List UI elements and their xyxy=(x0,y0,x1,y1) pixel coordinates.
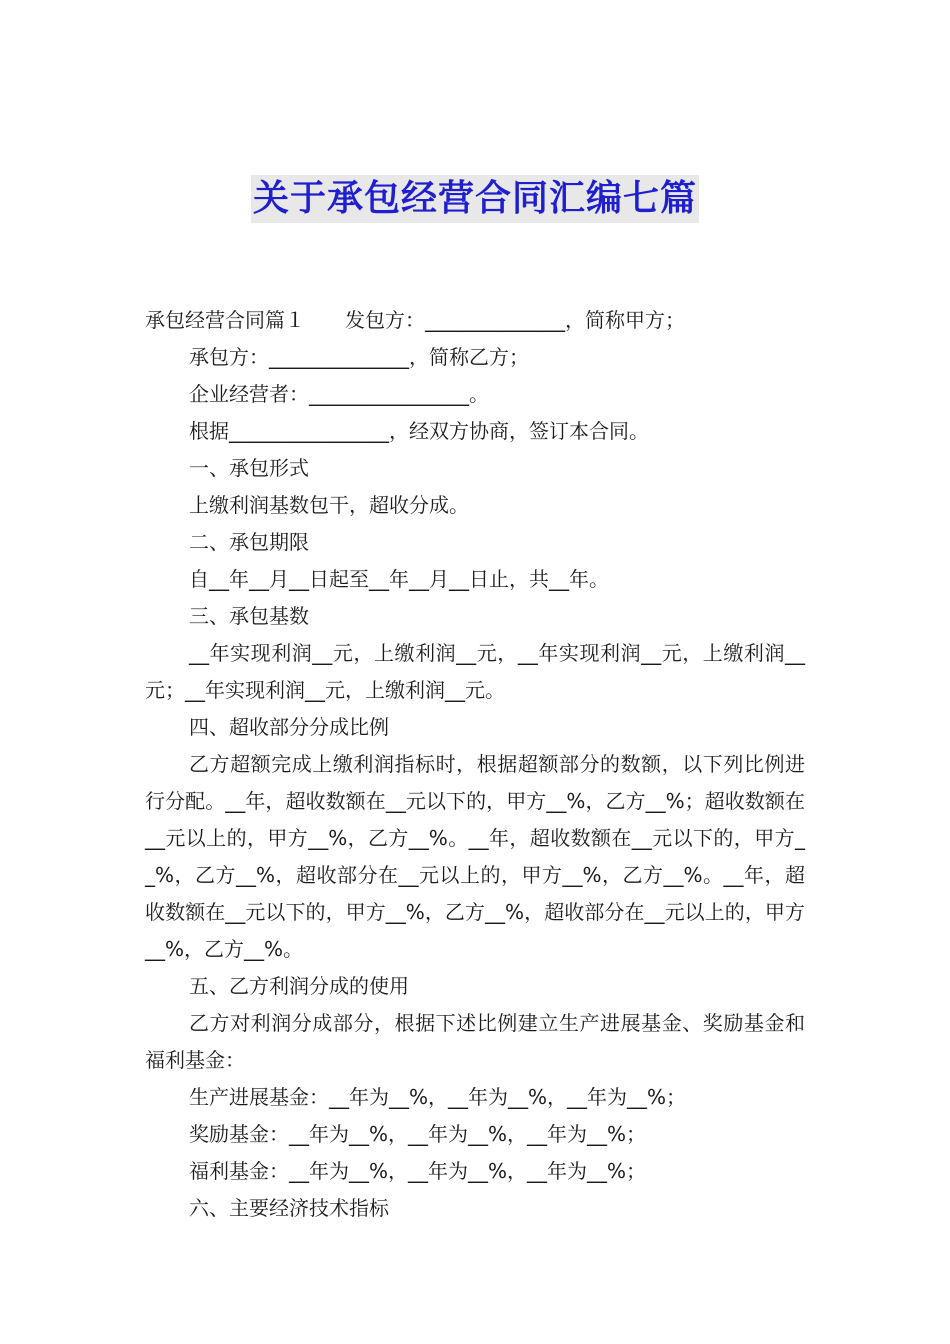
paragraph-2: 承包方：______________，简称乙方； xyxy=(189,345,529,369)
paragraph-3: 企业经营者：________________。 xyxy=(189,382,489,406)
paragraph-1-text: 发包方：______________，简称甲方； xyxy=(345,308,685,332)
paragraph-12: 乙方超额完成上缴利润指标时，根据超额部分的数额，以下列比例进行分配。__年，超收数额在__元以下的，甲方__%，乙方__%；超收数额在__元以上的，甲方__%，乙方__%。__年，超收数额在__元以下的，甲方__%，乙方__%，超收部分在__元以上的，甲方__%，乙方__%。__年，超收数额在__元以下的，甲方__%，乙方__%，超收部分在__元以上的，甲方__%，乙方__%。 xyxy=(145,752,805,961)
section-label: 承包经营合同篇１ xyxy=(145,308,305,332)
paragraph-6: 上缴利润基数包干，超收分成。 xyxy=(189,493,469,517)
heading-4: 四、超收部分分成比例 xyxy=(189,715,389,739)
paragraph-10: __年实现利润__元，上缴利润__元，__年实现利润__元，上缴利润__元；__年实现利润__元，上缴利润__元。 xyxy=(145,641,805,702)
paragraph-1 xyxy=(145,302,805,339)
document-title: 关于承包经营合同汇编七篇 xyxy=(251,175,699,223)
paragraph-14: 乙方对利润分成部分，根据下述比例建立生产进展基金、奖励基金和福利基金： xyxy=(145,1011,805,1072)
heading-2: 二、承包期限 xyxy=(189,530,309,554)
paragraph-16: 奖励基金：__年为__%，__年为__%，__年为__%； xyxy=(189,1122,647,1146)
paragraph-4: 根据________________，经双方协商，签订本合同。 xyxy=(189,419,649,443)
heading-6: 六、主要经济技术指标 xyxy=(189,1196,389,1220)
heading-5: 五、乙方利润分成的使用 xyxy=(189,974,409,998)
document-body xyxy=(145,302,805,1227)
paragraph-17: 福利基金：__年为__%，__年为__%，__年为__%； xyxy=(189,1159,647,1183)
paragraph-15: 生产进展基金：__年为__%，__年为__%，__年为__%； xyxy=(189,1085,687,1109)
paragraph-8: 自__年__月__日起至__年__月__日止，共__年。 xyxy=(189,567,609,591)
title-wrap xyxy=(0,175,950,223)
heading-3: 三、承包基数 xyxy=(189,604,309,628)
heading-1: 一、承包形式 xyxy=(189,456,309,480)
